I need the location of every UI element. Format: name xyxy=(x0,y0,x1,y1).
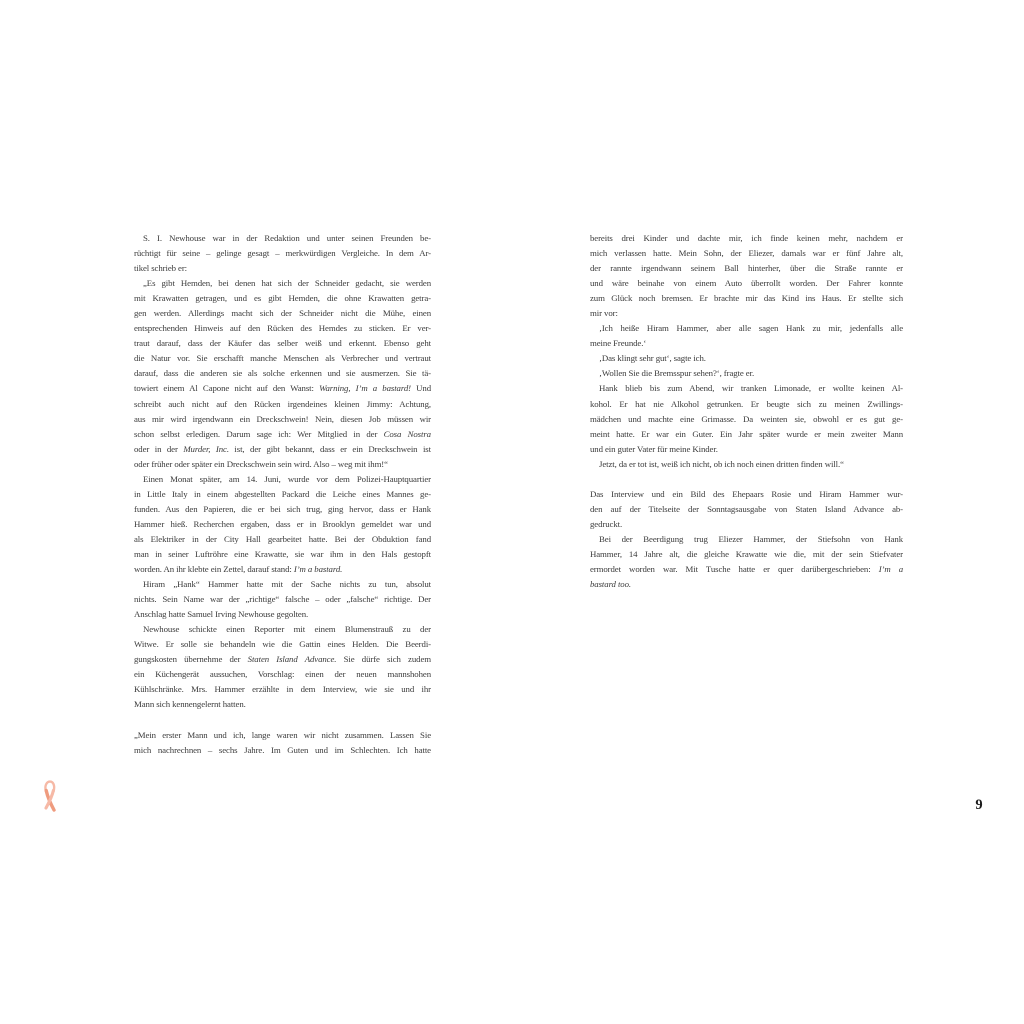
text-line: mich nachrechnen – sechs Jahre. Im Guten und im Schlechten. Ich hatte xyxy=(134,744,431,755)
text-line: ‚Ich heiße Hiram Hammer, aber alle sagen Hank zu mir, jedenfalls alle xyxy=(599,323,903,334)
right-page-text xyxy=(590,231,903,592)
paragraph xyxy=(590,366,903,381)
text-line: tikel schrieb er: xyxy=(134,263,188,274)
text-line: mich verlassen hatte. Mein Sohn, der Eliezer, damals war er fünf Jahre alt, xyxy=(590,248,903,259)
text-line: Hammer, 14 Jahre alt, die gleiche Krawatte wie die, mit der sein Stiefvater xyxy=(590,548,903,559)
text-line: entsprechenden Hinweis auf den Rücken des Hemdes zu sticken. Er ver- xyxy=(134,323,431,334)
paragraph xyxy=(590,487,903,532)
text-line: „Mein erster Mann und ich, lange waren wir nicht zusammen. Lassen Sie xyxy=(134,729,431,740)
text-line: towiert einem Al Capone nicht auf den Wanst: Warning, I’m a bastard! Und xyxy=(134,383,431,394)
left-page-text xyxy=(134,231,431,758)
paragraph xyxy=(134,622,431,712)
text-line: bastard too. xyxy=(590,579,631,590)
text-line: Hank blieb bis zum Abend, wir tranken Limonade, er wollte keinen Al- xyxy=(599,383,903,394)
paragraph xyxy=(134,276,431,472)
paragraph xyxy=(134,577,431,622)
paragraph xyxy=(134,728,431,758)
text-line: S. I. Newhouse war in der Redaktion und unter seinen Freunden be- xyxy=(143,233,431,243)
text-line: Hammer hieß. Recherchen ergaben, dass er in Brooklyn gemeldet war und xyxy=(134,518,431,529)
paragraph xyxy=(590,381,903,456)
text-line: Witwe. Er solle sie behandeln wie die Gattin eines Helden. Die Beerdi- xyxy=(134,639,431,650)
text-line: Mann sich kennengelernt hatten. xyxy=(134,699,246,710)
text-line: Jetzt, da er tot ist, weiß ich nicht, ob ich noch einen dritten finden will.“ xyxy=(599,458,844,469)
text-line: Das Interview und ein Bild des Ehepaars Rosie und Hiram Hammer wur- xyxy=(590,488,903,499)
text-line: Newhouse schickte einen Reporter mit einem Blumenstrauß zu der xyxy=(143,624,431,635)
text-line: aus mir wird irgendwann ein Dreckschwein! Nein, diesen Job müssen wir xyxy=(134,413,431,424)
text-line: gungskosten übernehme der Staten Island Advance. Sie dürfe sich zudem xyxy=(134,654,431,665)
text-line: gedruckt. xyxy=(590,518,623,529)
text-line: zum Glück noch bremsen. Er brachte mir das Kind ins Haus. Er stellte sich xyxy=(590,293,903,304)
text-line: nichts. Sein Name war der „richtige“ falsche – oder „falsche“ richtige. Der xyxy=(134,594,431,605)
text-line: meint hatte. Er war ein Guter. Ein Jahr später wurde er mein zweiter Mann xyxy=(590,428,903,439)
text-line: man in seiner Luftröhre eine Krawatte, sie war ihm in den Hals gestopft xyxy=(134,548,431,559)
text-line: worden. An ihr klebte ein Zettel, darauf stand: I’m a bastard. xyxy=(134,564,343,575)
text-line: oder früher oder später ein Dreckschwein sein wird. Also – weg mit ihm!“ xyxy=(134,458,388,469)
paragraph xyxy=(590,351,903,366)
text-line: bereits drei Kinder und dachte mir, ich finde keinen mehr, nachdem er xyxy=(590,233,903,243)
text-line: meine Freunde.‘ xyxy=(590,338,647,349)
text-line: Anschlag hatte Samuel Irving Newhouse gegolten. xyxy=(134,609,309,620)
text-line: kohol. Er hat nie Alkohol getrunken. Er beugte sich zu meinen Zwillings- xyxy=(590,398,903,409)
text-line: schon selbst erledigen. Darum sage ich: Wer Mitglied in der Cosa Nostra xyxy=(134,428,431,439)
paragraph xyxy=(590,231,903,321)
text-line: in Little Italy in einem abgestellten Packard die Leiche eines Mannes ge- xyxy=(134,488,431,499)
text-line: „Es gibt Hemden, bei denen hat sich der Schneider gedacht, sie werden xyxy=(143,278,431,289)
paragraph xyxy=(134,472,431,577)
text-line: Hiram „Hank“ Hammer hatte mit der Sache nichts zu tun, absolut xyxy=(143,579,431,590)
text-line: ein Küchengerät aussuchen, Vorschlag: einen der neuen mannshohen xyxy=(134,669,431,680)
page-number: 9 xyxy=(975,797,983,813)
text-line: ‚Wollen Sie die Bremsspur sehen?‘, fragte er. xyxy=(599,368,755,379)
text-line: mädchen und machte eine Grimasse. Da weinten sie, obwohl er es gut ge- xyxy=(590,413,903,424)
text-line: und ein guter Vater für meine Kinder. xyxy=(590,443,718,454)
paragraph xyxy=(134,231,431,276)
text-line: gen werden. Allerdings macht sich der Schneider nicht die Mühe, einen xyxy=(134,308,431,319)
text-line: den auf der Titelseite der Sonntagsausgabe von Staten Island Advance ab- xyxy=(590,503,903,514)
text-line: ermordet worden war. Mit Tusche hatte er quer darübergeschrieben: I’m a xyxy=(590,564,903,575)
text-line: als Elektriker in der City Hall gearbeitet hatte. Bei der Obduktion fand xyxy=(134,533,431,544)
text-line: die Natur vor. Sie erschafft manche Menschen als Verbrecher und vertraut xyxy=(134,353,431,364)
paragraph xyxy=(590,321,903,351)
paragraph xyxy=(590,532,903,592)
text-line: funden. Aus den Papieren, die er bei sich trug, ging hervor, dass er Hank xyxy=(134,503,431,514)
text-line: Kühlschränke. Mrs. Hammer erzählte in dem Interview, wie sie und ihr xyxy=(134,684,431,695)
text-line: Einen Monat später, am 14. Juni, wurde vor dem Polizei-Hauptquartier xyxy=(143,473,431,484)
text-line: Bei der Beerdigung trug Eliezer Hammer, der Stiefsohn von Hank xyxy=(599,533,903,544)
text-line: traut darauf, dass der Käufer das selber weiß und erkennt. Ebenso geht xyxy=(134,338,431,349)
text-line: mit Krawatten getragen, und es gibt Hemden, die ohne Krawatten getra- xyxy=(134,293,431,304)
text-line: rüchtigt für seine – gelinge gesagt – merkwürdigen Vergleiche. In dem Ar- xyxy=(134,248,431,259)
paragraph xyxy=(590,457,903,472)
text-line: darauf, dass die anderen sie als solche erkennen und sie ausmerzen. Sie tä- xyxy=(134,368,431,379)
text-line: und wäre beinahe von einem Auto überrollt worden. Der Fahrer konnte xyxy=(590,278,903,289)
text-line: ‚Das klingt sehr gut‘, sagte ich. xyxy=(599,353,706,364)
text-line: der rannte irgendwann seinem Ball hinterher, über die Straße rannte er xyxy=(590,263,903,274)
text-line: mir vor: xyxy=(590,308,618,319)
text-line: oder in der Murder, Inc. ist, der gibt bekannt, dass er ein Dreckschwein ist xyxy=(134,443,431,454)
text-line: schreibt auch nicht auf den Rücken irgendeines kleinen Jimmy: Achtung, xyxy=(134,398,431,409)
ribbon-icon xyxy=(38,780,62,814)
